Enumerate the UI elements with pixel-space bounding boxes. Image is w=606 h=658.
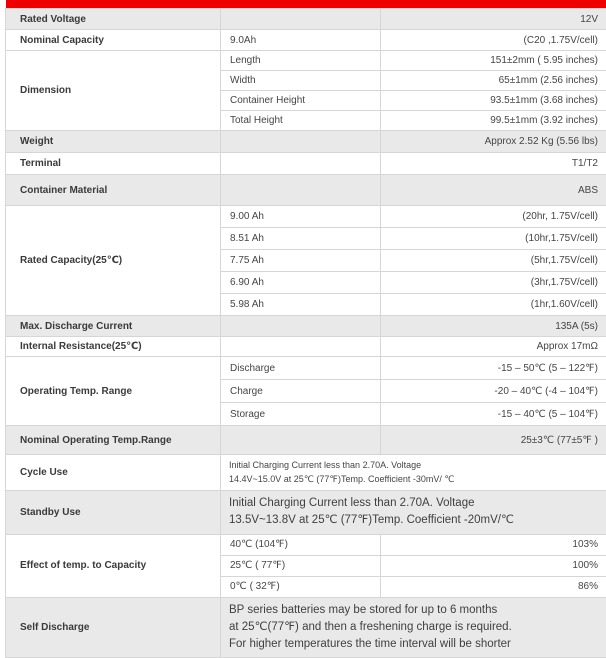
row-text	[221, 455, 606, 491]
row-label: Rated Voltage	[6, 9, 221, 30]
red-accent-bar	[6, 0, 606, 9]
table-row	[6, 316, 606, 337]
text-line: Initial Charging Current less than 2.70A. Voltage	[229, 460, 422, 470]
row-value: (1hr,1.60V/cell)	[381, 294, 606, 316]
row-value: -15 – 50℃ (5 – 122℉)	[381, 357, 606, 380]
row-value: ABS	[381, 175, 606, 206]
row-detail: Length	[221, 51, 381, 71]
row-value: (C20 ,1.75V/cell)	[381, 30, 606, 51]
row-detail: Total Height	[221, 111, 381, 131]
row-label: Terminal	[6, 153, 221, 175]
table-row	[6, 131, 606, 153]
table-row	[6, 491, 606, 535]
row-value: T1/T2	[381, 153, 606, 175]
row-value: 99.5±1mm (3.92 inches)	[381, 111, 606, 131]
row-value: (10hr,1.75V/cell)	[381, 228, 606, 250]
row-label: Nominal Capacity	[6, 30, 221, 51]
row-value: Approx 2.52 Kg (5.56 lbs)	[381, 131, 606, 153]
text-line: at 25℃(77℉) and then a freshening charge is required.	[229, 620, 512, 633]
row-label: Standby Use	[6, 491, 221, 535]
table-row	[6, 51, 606, 71]
row-detail: Width	[221, 71, 381, 91]
row-detail: Storage	[221, 403, 381, 426]
table-row	[6, 9, 606, 30]
table-row	[6, 153, 606, 175]
row-label: Weight	[6, 131, 221, 153]
row-value: -20 – 40℃ (-4 – 104℉)	[381, 380, 606, 403]
row-label: Container Material	[6, 175, 221, 206]
row-detail: Discharge	[221, 357, 381, 380]
row-label: Rated Capacity(25℃)	[6, 206, 221, 316]
row-detail: 6.90 Ah	[221, 272, 381, 294]
row-label: Nominal Operating Temp.Range	[6, 426, 221, 455]
row-label: Effect of temp. to Capacity	[6, 534, 221, 597]
row-value: Approx 17mΩ	[381, 337, 606, 357]
row-value: 65±1mm (2.56 inches)	[381, 71, 606, 91]
table-row-accent-bar	[6, 0, 606, 9]
row-value: 135A (5s)	[381, 316, 606, 337]
row-label: Cycle Use	[6, 455, 221, 491]
row-detail	[221, 175, 381, 206]
table-row	[6, 175, 606, 206]
row-detail	[221, 337, 381, 357]
table-row	[6, 206, 606, 228]
row-text	[221, 491, 606, 535]
text-line: Initial Charging Current less than 2.70A. Voltage	[229, 497, 475, 509]
row-label: Self Discharge	[6, 597, 221, 658]
table-row	[6, 426, 606, 455]
row-detail: 5.98 Ah	[221, 294, 381, 316]
text-line: 13.5V~13.8V at 25℃ (77℉)Temp. Coefficient -20mV/℃	[229, 514, 514, 527]
row-value: 103%	[381, 534, 606, 555]
row-detail: 7.75 Ah	[221, 250, 381, 272]
row-detail	[221, 9, 381, 30]
row-value: (20hr, 1.75V/cell)	[381, 206, 606, 228]
text-line: For higher temperatures the time interval will be shorter	[229, 638, 511, 650]
row-label: Internal Resistance(25℃)	[6, 337, 221, 357]
row-detail	[221, 153, 381, 175]
table-row	[6, 30, 606, 51]
row-label: Operating Temp. Range	[6, 357, 221, 426]
row-value: 86%	[381, 576, 606, 597]
row-value: -15 – 40℃ (5 – 104℉)	[381, 403, 606, 426]
row-text	[221, 597, 606, 658]
text-line: 14.4V~15.0V at 25℃ (77℉)Temp. Coefficient -30mV/ ℃	[229, 473, 455, 484]
row-label: Dimension	[6, 51, 221, 131]
table-row	[6, 455, 606, 491]
battery-spec-table	[5, 0, 606, 658]
row-value: (3hr,1.75V/cell)	[381, 272, 606, 294]
row-detail: 40℃ (104℉)	[221, 534, 381, 555]
row-detail	[221, 316, 381, 337]
row-value: 25±3℃ (77±5℉ )	[381, 426, 606, 455]
row-label: Max. Discharge Current	[6, 316, 221, 337]
row-detail: 9.0Ah	[221, 30, 381, 51]
row-detail: 8.51 Ah	[221, 228, 381, 250]
table-row	[6, 337, 606, 357]
text-line: BP series batteries may be stored for up to 6 months	[229, 603, 498, 616]
table-row	[6, 597, 606, 658]
row-detail	[221, 131, 381, 153]
row-value: 100%	[381, 555, 606, 576]
row-detail	[221, 426, 381, 455]
row-value: 12V	[381, 9, 606, 30]
row-detail: Charge	[221, 380, 381, 403]
table-row	[6, 534, 606, 555]
row-value: 93.5±1mm (3.68 inches)	[381, 91, 606, 111]
table-row	[6, 357, 606, 380]
row-value: (5hr,1.75V/cell)	[381, 250, 606, 272]
row-detail: Container Height	[221, 91, 381, 111]
row-detail: 0℃ ( 32℉)	[221, 576, 381, 597]
row-detail: 25℃ ( 77℉)	[221, 555, 381, 576]
row-value: 151±2mm ( 5.95 inches)	[381, 51, 606, 71]
row-detail: 9.00 Ah	[221, 206, 381, 228]
